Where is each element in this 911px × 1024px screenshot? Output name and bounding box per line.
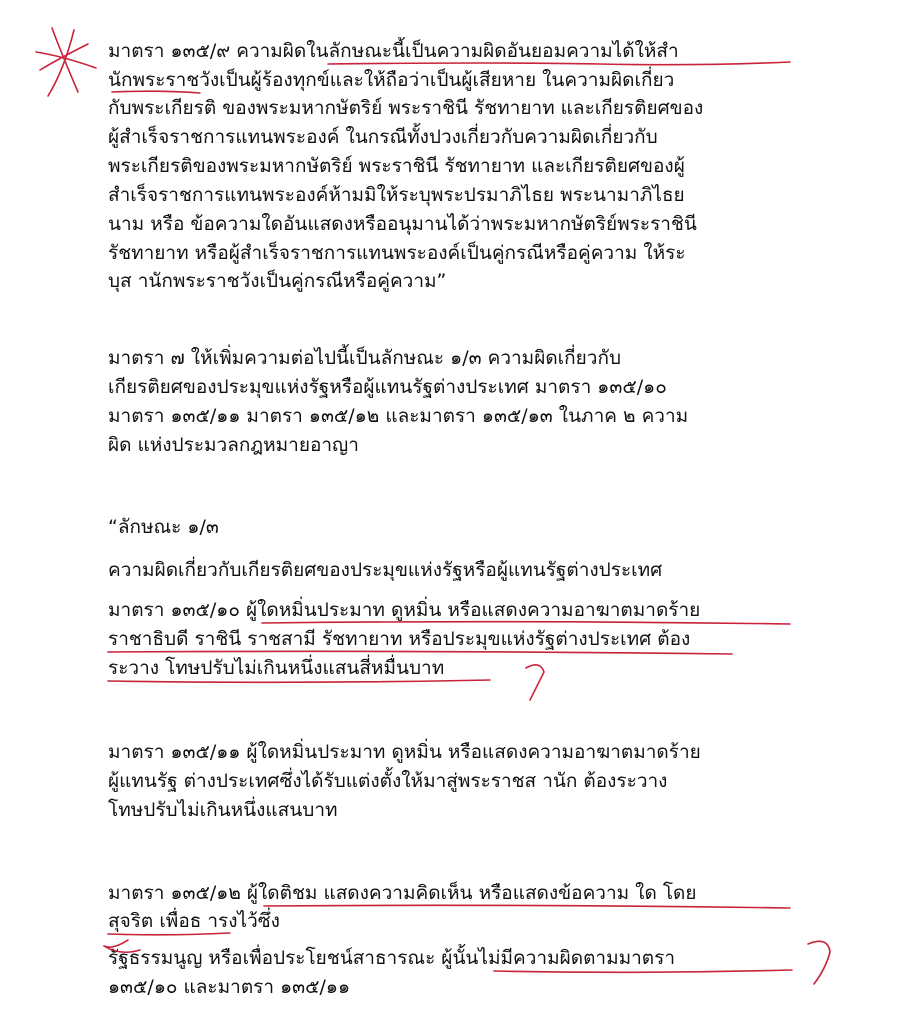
- section-9-line-2: นักพระราชวังเป็นผู้ร้องทุกข์และให้ถือว่าเป็นผู้เสียหาย ในความผิดเกี่ยว: [108, 69, 675, 91]
- section-7-line-3: มาตรา ๑๓๕/๑๑ มาตรา ๑๓๕/๑๒ และมาตรา ๑๓๕/๑๓ ในภาค ๒ ความ: [108, 405, 689, 427]
- section-10-line-2: ราชาธิบดี ราชินี ราชสามี รัชทายาท หรือประมุขแห่งรัฐต่างประเทศ ต้อง: [108, 628, 691, 650]
- section-7-line-4: ผิด แห่งประมวลกฎหมายอาญา: [108, 434, 359, 456]
- section-11-line-1: มาตรา ๑๓๕/๑๑ ผู้ใดหมิ่นประมาท ดูหมิ่น หรือแสดงความอาฆาตมาดร้าย: [108, 741, 701, 763]
- chapter-title: ความผิดเกี่ยวกับเกียรติยศของประมุขแห่งรัฐหรือผู้แทนรัฐต่างประเทศ: [108, 559, 663, 581]
- section-7-line-1: มาตรา ๗ ให้เพิ่มความต่อไปนี้เป็นลักษณะ ๑/๓ ความผิดเกี่ยวกับ: [108, 347, 622, 369]
- section-10-line-1: มาตรา ๑๓๕/๑๐ ผู้ใดหมิ่นประมาท ดูหมิ่น หรือแสดงความอาฆาตมาดร้าย: [108, 599, 701, 621]
- check-mark-s10: [526, 665, 544, 700]
- section-11-line-3: โทษปรับไม่เกินหนึ่งแสนบาท: [108, 799, 338, 821]
- section-11-line-2: ผู้แทนรัฐ ต่างประเทศซึ่งได้รับแต่งตั้งให้มาสู่พระราชส านัก ต้องระวาง: [108, 770, 668, 792]
- section-12-line-2: สุจริต เพื่อธ ารงไว้ซึ่ง: [108, 910, 280, 932]
- chapter-heading: “ลักษณะ ๑/๓: [108, 516, 219, 538]
- section-9-line-7: นาม หรือ ข้อความใดอันแสดงหรืออนุมานได้ว่าพระมหากษัตริย์พระราชินี: [108, 213, 697, 235]
- section-9-line-6: สำเร็จราชการแทนพระองค์ห้ามมิให้ระบุพระปรมาภิไธย พระนามาภิไธย: [108, 184, 685, 206]
- section-9-line-4: ผู้สำเร็จราชการแทนพระองค์ ในกรณีทั้งปวงเกี่ยวกับความผิดเกี่ยวกับ: [108, 126, 658, 148]
- section-9-line-5: พระเกียรติของพระมหากษัตริย์ พระราชินี รัชทายาท และเกียรติยศของผู้: [108, 155, 685, 177]
- section-10-line-3: ระวาง โทษปรับไม่เกินหนึ่งแสนสี่หมื่นบาท: [108, 657, 445, 679]
- section-12-line-1: มาตรา ๑๓๕/๑๒ ผู้ใดติชม แสดงความคิดเห็น หรือแสดงข้อความ ใด โดย: [108, 882, 697, 904]
- section-9-line-1: มาตรา ๑๓๕/๙ ความผิดในลักษณะนี้เป็นความผิดอันยอมความได้ให้สำ: [108, 40, 679, 62]
- section-12-line-3: รัฐธรรมนูญ หรือเพื่อประโยชน์สาธารณะ ผู้นั้นไม่มีความผิดตามมาตรา: [108, 947, 676, 969]
- section-7-line-2: เกียรติยศของประมุขแห่งรัฐหรือผู้แทนรัฐต่างประเทศ มาตรา ๑๓๕/๑๐: [108, 376, 667, 398]
- section-9-line-3: กับพระเกียรติ ของพระมหากษัตริย์ พระราชินี รัชทายาท และเกียรติยศของ: [108, 97, 704, 119]
- section-9-line-8: รัชทายาท หรือผู้สำเร็จราชการแทนพระองค์เป็นคู่กรณีหรือคู่ความ ให้ระ: [108, 242, 686, 264]
- section-9-line-9: บุส านักพระราชวังเป็นคู่กรณีหรือคู่ความ”: [108, 270, 447, 292]
- question-mark-s12: [808, 941, 830, 984]
- section-12-line-4: ๑๓๕/๑๐ และมาตรา ๑๓๕/๑๑: [108, 976, 351, 998]
- asterisk-mark: [36, 28, 96, 96]
